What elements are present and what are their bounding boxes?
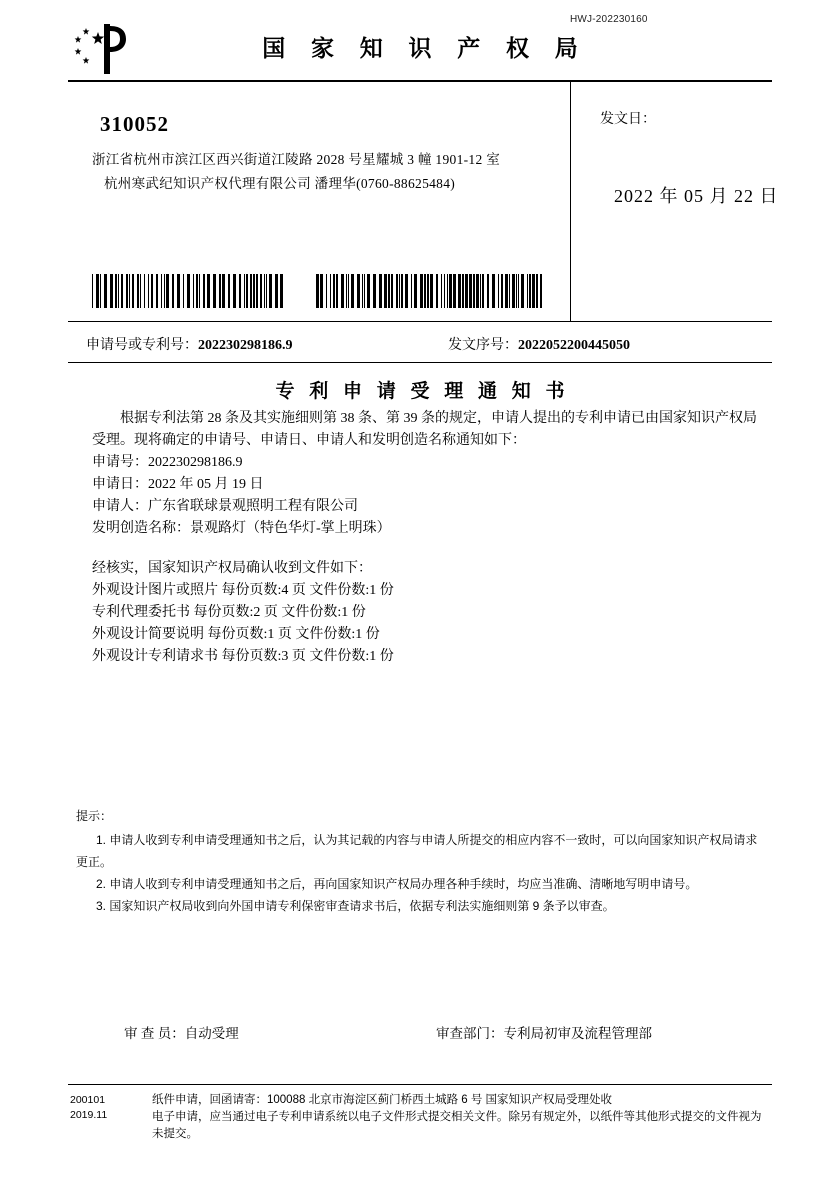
body-documents-intro: 经核实，国家知识产权局确认收到文件如下： — [92, 561, 372, 576]
address-line-2: 杭州寒武纪知识产权代理有限公司 潘理华(0760-88625484) — [104, 176, 456, 191]
footer-text-paper: 纸件申请，回函请寄：100088 北京市海淀区蓟门桥西土城路 6 号 国家知识产权局受理处收 — [152, 1094, 613, 1106]
notice-title: 专 利 申 请 受 理 通 知 书 — [275, 381, 570, 402]
footer-code-1: 200101 — [70, 1094, 106, 1106]
department-row — [436, 1022, 652, 1042]
body-spacer — [92, 540, 764, 558]
footer-code-2: 2019.11 — [70, 1109, 108, 1121]
examiner-row — [124, 1022, 239, 1042]
page-title: 国 家 知 识 产 权 局 — [262, 36, 588, 61]
body-document-item: 外观设计专利请求书 每份页数:3 页 文件份数:1 份 — [92, 649, 394, 664]
examiner-label: 审 查 员： — [124, 1026, 185, 1041]
body-document-item: 外观设计简要说明 每份页数:1 页 文件份数:1 份 — [92, 627, 380, 642]
body-application-number: 申请号：202230298186.9 — [92, 455, 243, 470]
address-postcode: 310052 — [100, 112, 169, 136]
application-number-row — [86, 334, 293, 354]
department-value: 专利局初审及流程管理部 — [503, 1026, 652, 1041]
notice-body — [92, 408, 764, 668]
serial-number-value: 2022052200445050 — [518, 338, 630, 353]
notes-item: 2. 申请人收到专利申请受理通知书之后，再向国家知识产权局办理各种手续时，均应当准确、清晰地写明申请号。 — [96, 877, 698, 891]
address-line-1: 浙江省杭州市滨江区西兴街道江陵路 2028 号星耀城 3 幢 1901-12 室 — [92, 152, 500, 167]
document-reference-number: HWJ-202230160 — [570, 14, 648, 25]
body-applicant: 申请人：广东省联球景观照明工程有限公司 — [92, 499, 358, 514]
barcode-application-number — [92, 274, 284, 308]
department-label: 审查部门： — [436, 1026, 504, 1041]
application-number-value: 202230298186.9 — [198, 338, 293, 353]
body-application-date: 申请日：2022 年 05 月 19 日 — [92, 477, 264, 492]
notes-section — [76, 805, 766, 917]
body-document-item: 外观设计图片或照片 每份页数:4 页 文件份数:1 份 — [92, 583, 394, 598]
application-number-label: 申请号或专利号： — [86, 338, 198, 353]
divider-above-footer — [68, 1084, 772, 1085]
divider-under-header — [68, 80, 772, 82]
issue-date-label: 发文日： — [600, 112, 656, 127]
barcode-serial-number — [316, 274, 542, 308]
notes-item: 3. 国家知识产权局收到向外国申请专利保密审查请求书后，依据专利法实施细则第 9 条予以审查。 — [96, 899, 615, 913]
divider-under-reference-row — [68, 362, 772, 363]
body-document-item: 专利代理委托书 每份页数:2 页 文件份数:1 份 — [92, 605, 366, 620]
footer-form-codes — [70, 1093, 107, 1123]
footer-text-block — [152, 1092, 772, 1143]
footer-text-electronic: 电子申请，应当通过电子专利申请系统以电子文件形式提交相关文件。除另有规定外，以纸件等其他形式提交的文件视为未提交。 — [152, 1111, 762, 1140]
document-header — [68, 22, 772, 78]
serial-number-label: 发文序号： — [448, 338, 518, 353]
divider-under-address — [68, 321, 772, 322]
body-invention-title: 发明创造名称：景观路灯（特色华灯-掌上明珠） — [92, 521, 391, 536]
serial-number-row — [448, 334, 630, 354]
notes-item: 1. 申请人收到专利申请受理通知书之后，认为其记载的内容与申请人所提交的相应内容不一致时，可以向国家知识产权局请求更正。 — [76, 833, 758, 869]
divider-vertical-address — [570, 81, 571, 321]
issue-date-value: 2022 年 05 月 22 日 — [614, 186, 779, 206]
notes-title: 提示： — [76, 809, 113, 823]
examiner-value: 自动受理 — [184, 1026, 239, 1041]
body-paragraph-1: 根据专利法第 28 条及其实施细则第 38 条、第 39 条的规定，申请人提出的专利申请已由国家知识产权局受理。现将确定的申请号、申请日、申请人和发明创造名称通知如下： — [92, 411, 757, 448]
